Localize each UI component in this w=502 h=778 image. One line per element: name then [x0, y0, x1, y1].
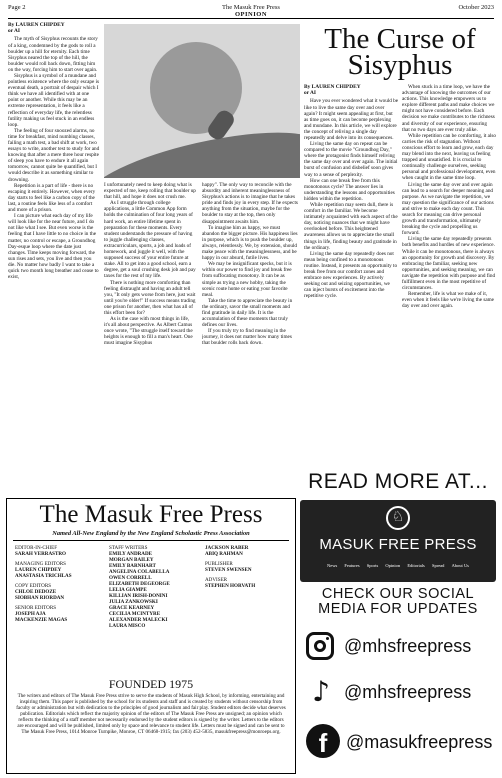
paragraph: As I struggle through college applications, a little Common App form holds the culmination of four long years of hard work, an entire lifetime spent in preparation for these moments. Every student understands the pressure of having to juggle challenging classes, extracurriculars, sports, a job and loads of homework, and juggle it well, with the supposed success of your entire future at stake. All to get into a good school, earn a degree, get a soul crushing desk job and pay taxes for the rest of my life. [104, 200, 196, 280]
paragraph: Have you ever wondered what it would be like to live the same day over and over again? It might seem appealing at first, but as time goes on, it can become perplexing and mundane. In this article, we will explore the concept of reliving a single day repeatedly and delve into its consequences. [304, 98, 398, 141]
paragraph: Sisyphus is a symbol of a mundane and pointless existence where the only escape is eventual death, a portrait of despair which I think we have all identified with at one point or another. While this may be an extreme representation, it feels like a reflection of everyday life, the relentless futility making us feel stuck in an endless loop. [8, 72, 100, 128]
article-column-1 [8, 22, 100, 454]
paragraph: There is nothing more comforting than feeling distraught and having an adult tell you, "It only gets worse from here, just wait until you're older!" If success means trading one prison for another, then what has all of this effort been for? [104, 279, 196, 316]
paragraph: If you truly try to find meaning in the journey, it does not matter how many times that boulder rolls back down. [202, 328, 292, 347]
paragraph: Living the same day over and over again can lead to a search for deeper meaning and purpose. As we navigate the repetition, we may question the significance of our actions and strive to make each day count. This search for meaning can drive personal growth and transformation, ultimately breaking the cycle and propelling us forward. [402, 181, 494, 237]
article-column-4 [304, 84, 398, 454]
paragraph: Take the time to appreciate the beauty in the ordinary, savor the small moments and find gratitude in daily life. It is the accumulation of these moments that truly defines our lives. [202, 297, 293, 329]
paragraph: Living the same day repeatedly presents both benefits and hurdles of new experience. While it can be monotonous, there is always an opportunity for growth and discovery. By embracing the familiar, seeking new opportunities, and seeking meaning, we can navigate the repetition with purpose and find fulfillment even in the most repetitive of circumstances. [402, 236, 496, 292]
page-header [8, 2, 494, 18]
paragraph: We may be insignificant specks, but it is within our power to find joy and break free from suffocating monotony. It can be as simple as trying a new hobby, taking the scenic route home or eating your favorite meal. [202, 261, 292, 298]
logo-icon: ♘ [386, 506, 410, 530]
paragraph: The feeling of four snoozed alarms, no time for breakfast, mind numbing classes, failing a math test, a bad shift at work, two essays to write, another test to study for and knowing that after a mere three hour respite of sleep you have to endure it all again tomorrow, cannot quite be quantified, but I would describe it as something similar to drowning. [8, 127, 100, 183]
paragraph: When stuck in a time loop, we have the advantage of knowing the outcomes of our actions. This knowledge empowers us to explore different paths and make choices we might not have considered before. Each decision we make contributes to the richness and diversity of our experience, ensuring that no two days are ever truly alike. [402, 84, 495, 133]
nav-link[interactable]: Editorials [407, 563, 425, 568]
byline: By LAUREN CHIPDEY or AI [8, 22, 65, 35]
masthead-footer: The writers and editors of The Masuk Free Press strive to serve the students of Masuk High School, by informing, entertaining and inspiring them. This paper is published by the school for its students and staff and is created by students without censorship from faculty or administration but with dedication to the principles of good journalism and fair play. Student editors decide what deserves publication. Editorials which reflect the majority opinion of the editors of The Masuk Free Press are unsigned; an opinion which reflects the thinking of a staff member not necessarily endorsed by the student editors is signed by the writer. Letters to the editors are encouraged and will be published, limited only by space and relevance to student life. Letters must be signed and can be sent to The Masuk Free Press, 1014 Monroe Turnpike, Monroe, CT 06468-1915; fax (203) 452-5835, masukfreepress@monroeps.org. [16, 693, 286, 735]
instagram-icon [306, 632, 334, 660]
staff-col-3: JACKSON RABER ABIQ RAHMAN PUBLISHER STEVEN SWENSEN ADVISER STEPHEN HORVATH [205, 545, 256, 589]
nav-link[interactable]: Sports [366, 563, 379, 568]
paper-name: The Masuk Free Press [222, 4, 280, 11]
paragraph: I can picture what each day of my life will look like for the near future, and I do not like what I see. But even worse is the feeling that I have little to no choice in the matter, no control or escape, a Groundhog Day-esque loop where the date just changes. Time keeps moving forward, the sun rises and sets, you live and then you die. No matter how badly I want to take a quick two month long breather and cease to exist, [8, 213, 99, 281]
paragraph: How can one break free from this monotonous cycle? The answer lies in understanding the lessons and opportunities hidden within the repetition. [304, 177, 395, 202]
nav-link[interactable]: Opinion [385, 563, 401, 568]
nav-link[interactable]: News [327, 563, 338, 568]
social-row-facebook[interactable] [304, 722, 498, 766]
masthead-title: The Masuk Free Press [39, 501, 263, 528]
nav-link[interactable]: Features [344, 563, 360, 568]
read-more-heading: READ MORE AT... [308, 470, 488, 493]
instagram-handle[interactable]: @mhsfreepress [344, 636, 472, 656]
banner-nav [300, 563, 496, 568]
staff-col-1: EDITOR-IN-CHIEF SARAH VERRASTRO MANAGING EDITORS LAUREN CHIPDEY ANASTASIA TRICHLAS COPY EDITORS CHLOE DEDOZE SIOBHAN RIORDAN SENIOR EDITORS JOSEPH AJA MACKENZIE MAGAS [15, 545, 72, 623]
paragraph: While repetition may seem dull, there is comfort in the familiar. We become intimately acquainted with each aspect of the day, noticing nuances that we might have overlooked before. This heightened awareness allows us to appreciate the small things in life, finding beauty and gratitude in the ordinary. [304, 202, 398, 251]
header-rule [8, 18, 494, 19]
paragraph: Living the same day on repeat can be compared to the movie "Groundhog Day," where the protagonist finds himself reliving the same day over and over again. The initial burst of confusion and disbelief soon gives way to a sense of perplexity. [304, 141, 398, 178]
tiktok-handle[interactable]: @mhsfreepress [344, 682, 472, 702]
paragraph: To imagine him as happy, we must abandon the bigger picture. His happiness lies in purpose, which is to push the boulder up, always, relentlessly. We, by extension, should make peace with the meaninglessness, and be happy in our absurd, futile lives. [202, 224, 298, 262]
masthead-rule [13, 540, 289, 541]
staff-col-2: STAFF WRITERS EMILY ANDRADE MORGAN BAILEY EMILY BARNHART ANGELINA COLABELLA OWEN CORRELL ELIZABETH DEGEORGE LELIA GIAMPE KILLIAN IRISH-DONINI JULIA ZANKOWSKI GRACE KEARNEY CECILIA MCINTYRE ALEXANDER MALECKI LAURA MISCO [109, 545, 170, 629]
article-column-3 [202, 182, 298, 454]
paragraph: Living the same day repeatedly does not mean being confined to a monotonous routine. Instead, it presents an opportunity to break free from our comfort zones and embrace new experiences. By actively seeking out and seizing opportunities, we can inject bursts of excitement into the repetitive cycle. [304, 250, 398, 300]
paragraph: The myth of Sisyphus recounts the story of a king, condemned by the gods to roll a boulder up a hill for eternity. Each time Sisyphus neared the top of the hill, the boulder would roll back down, fitting him on the way, forcing him to start over again. [8, 36, 98, 73]
byline: By LAUREN CHIPDEY or AI [304, 84, 361, 97]
paragraph: Repetition is a part of life - there is no escaping it entirely. However, when every day starts to feel like a carbon copy of the last, a routine feels like less of a comfort and more of a prison. [8, 182, 96, 214]
article-column-2 [104, 182, 196, 454]
facebook-handle[interactable]: @masukfreepress [346, 732, 493, 752]
paragraph: Remember, life is what we make of it, even when it feels like we're living the same day over and over again. [402, 291, 494, 310]
facebook-icon: f [306, 724, 340, 758]
paragraph: happy". The only way to reconcile with the absurdity and inherent meaninglessness of Sisyphus's actions is to imagine that he takes pride and finds joy in every step. If he expects anything from the situation, maybe for the boulder to stay at the top, then only disappointment awaits him. [202, 182, 298, 225]
paragraph: I unfortunately need to keep doing what is expected of me, keep rolling that boulder up that hill, and hope it does not crush me. [104, 182, 196, 201]
page-number: Page 2 [8, 4, 26, 11]
nav-link[interactable]: About Us [451, 563, 469, 568]
founded-line: FOUNDED 1975 [108, 677, 194, 691]
paragraph: While repetition can be comforting, it also carries the risk of stagnation. Without conscious effort to learn and grow, each day may blend into the next, leaving us feeling trapped and unsatisfied. It is crucial to continually challenge ourselves, seeking personal and professional development, even when caught in the same time loop. [402, 132, 496, 182]
social-row-tiktok[interactable] [304, 674, 498, 714]
masthead-box [6, 498, 296, 774]
issue-date: October 2023 [458, 4, 494, 11]
social-row-instagram[interactable] [304, 628, 498, 668]
tiktok-icon: ♪ [312, 675, 330, 708]
header-center [8, 4, 494, 18]
section-name: OPINION [234, 11, 268, 18]
paragraph: As is the case with most things in life, it's all about perspective. As Albert Camus once wrote, "The struggle itself toward the heights is enough to fill a man's heart. One must imagine Sisyphus [104, 316, 193, 347]
article-column-5 [402, 84, 496, 454]
social-heading: CHECK OUR SOCIAL MEDIA FOR UPDATES [318, 586, 478, 617]
sisyphus-illustration [104, 24, 300, 178]
website-banner[interactable] [300, 500, 496, 582]
masthead-tagline: Named All-New England by the New England Scholastic Press Association [52, 530, 250, 537]
article-title: The Curse of Sisyphus [324, 23, 476, 81]
banner-title: MASUK FREE PRESS [319, 536, 477, 553]
nav-link[interactable]: Spread [431, 563, 445, 568]
